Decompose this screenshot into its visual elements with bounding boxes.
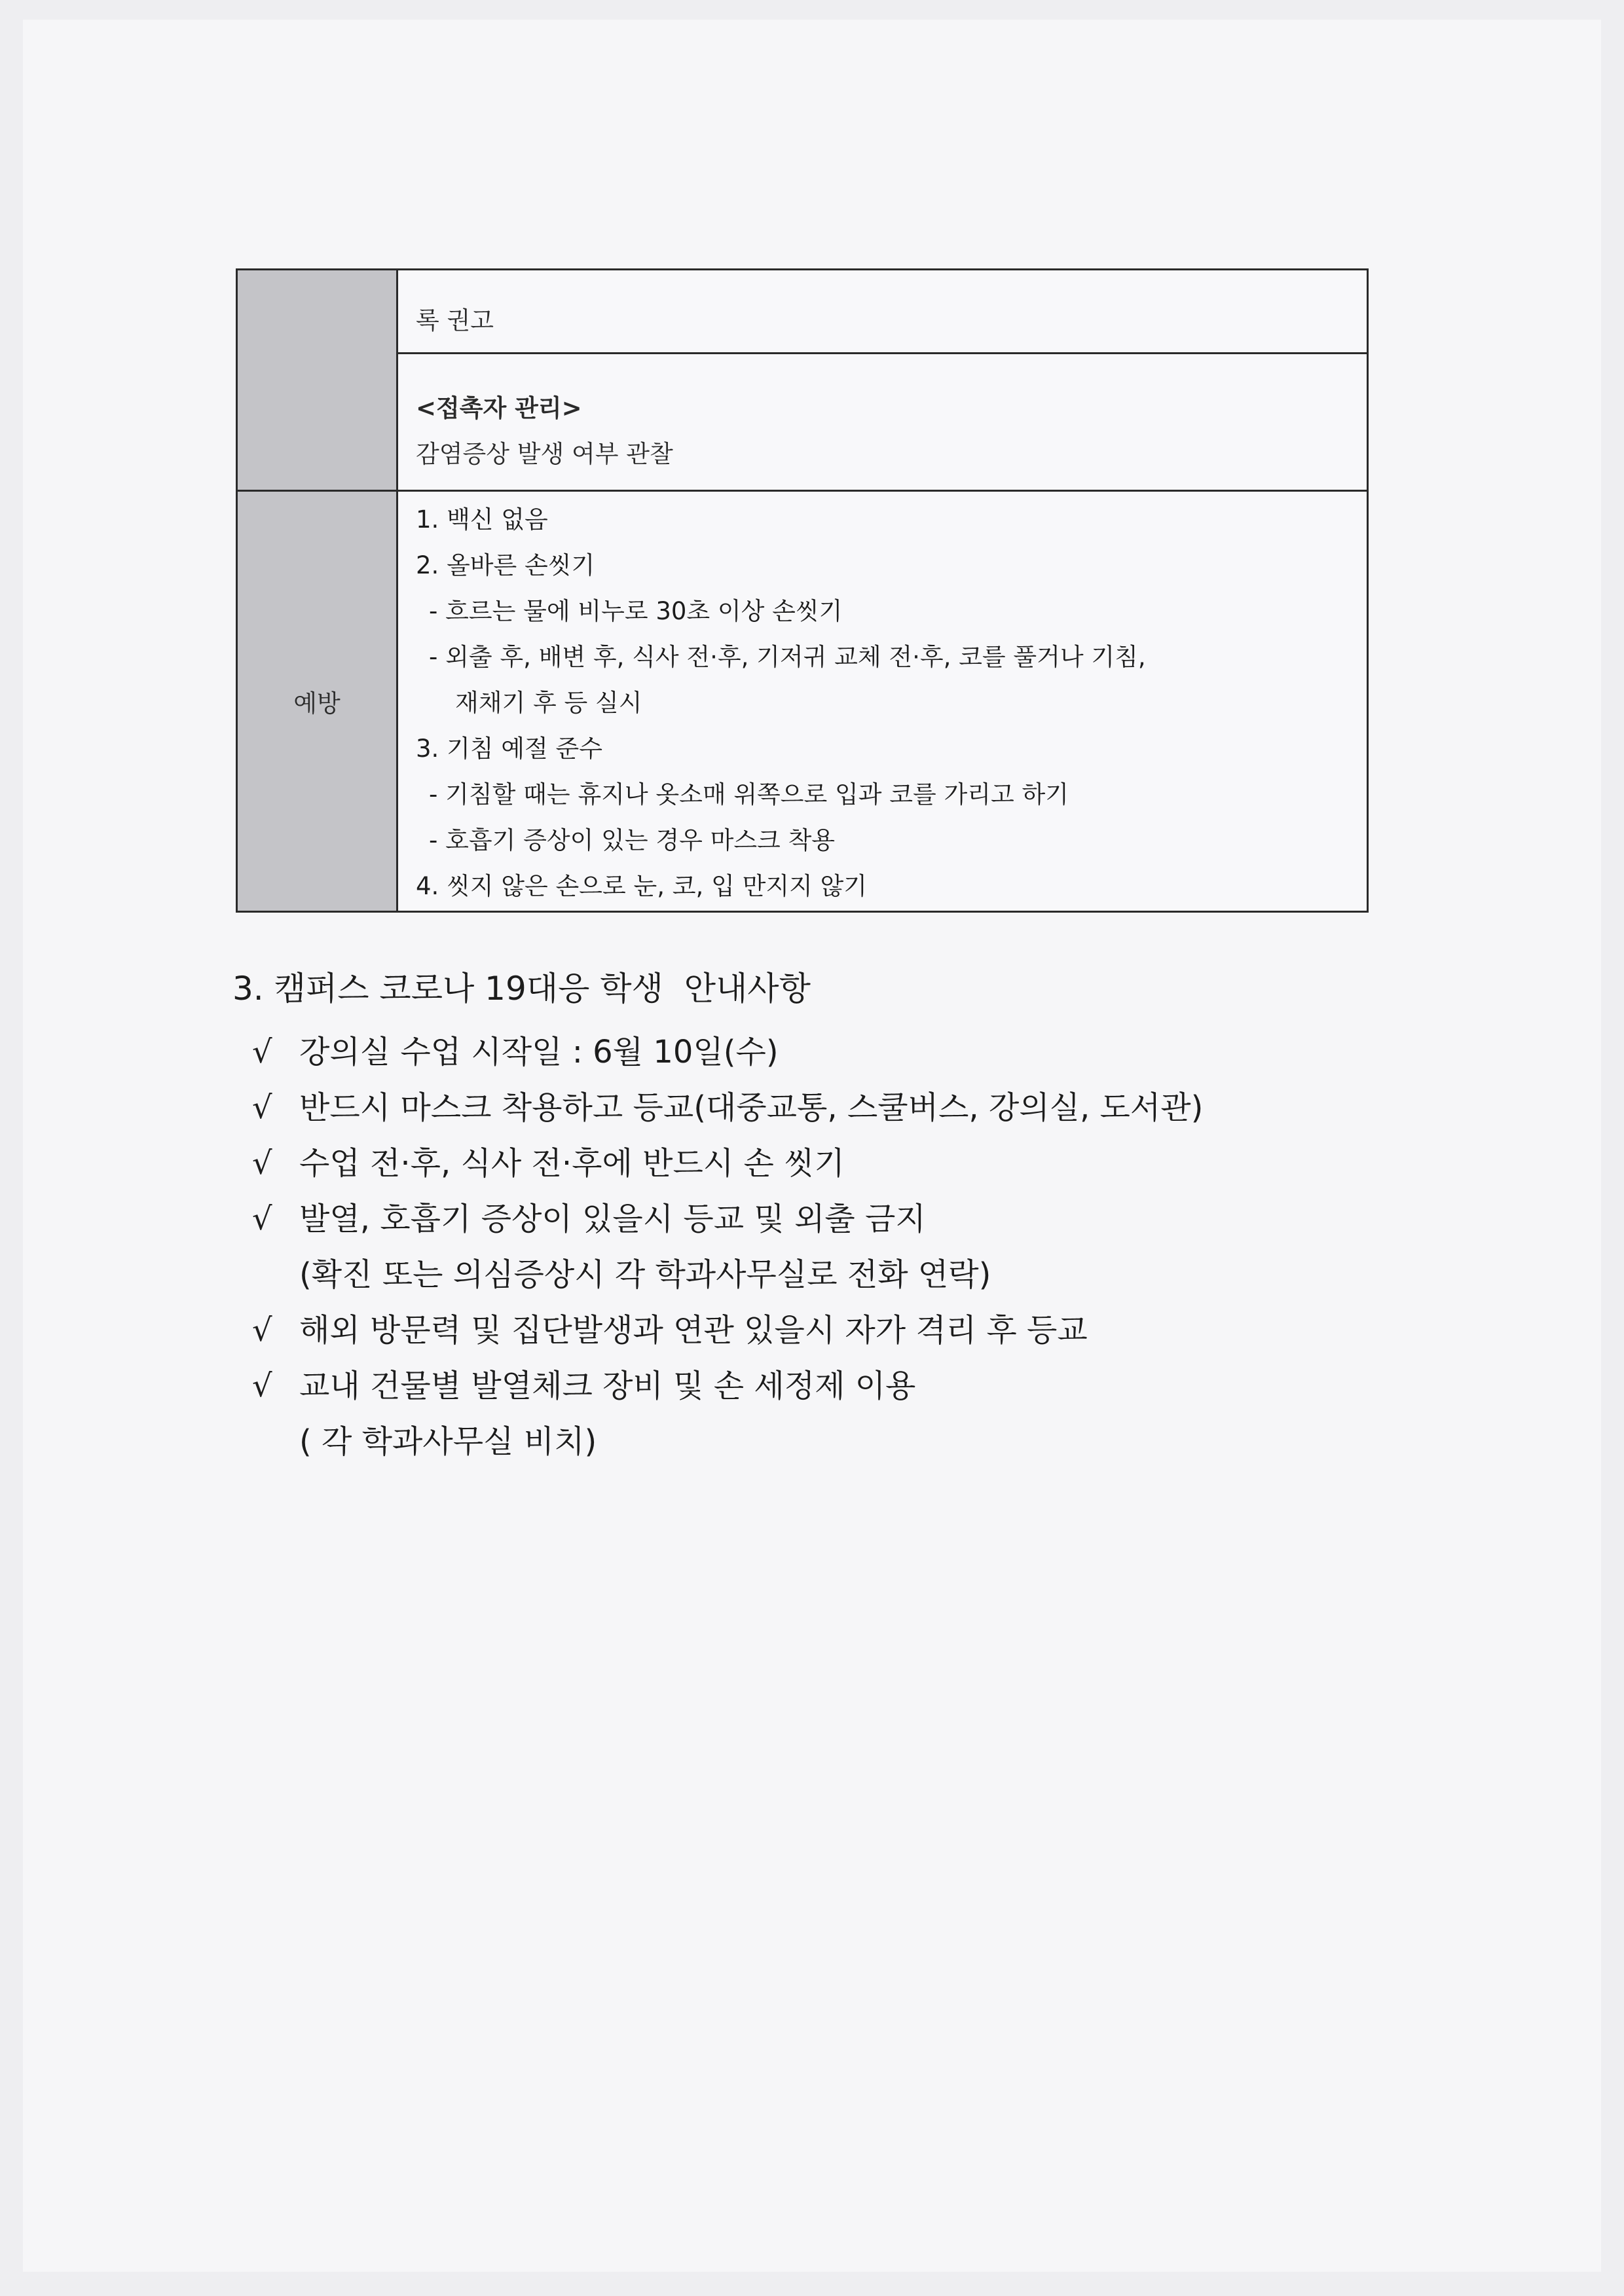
table-body-cell	[398, 270, 1367, 490]
list-item	[232, 1303, 1411, 1358]
section-title: 3. 캠퍼스 코로나 19대응 학생 안내사항	[232, 970, 811, 1008]
list-item	[232, 1136, 1411, 1192]
prevention-line: - 기침할 때는 휴지나 옷소매 위쪽으로 입과 코를 가리고 하기	[429, 780, 1069, 809]
prevention-line: 2. 올바른 손씻기	[416, 551, 595, 579]
check-mark-icon: √	[252, 1312, 272, 1349]
cell-text: 록 권고	[416, 306, 494, 335]
table-subcell-bottom	[398, 352, 1367, 490]
prevention-line: - 외출 후, 배변 후, 식사 전·후, 기저귀 교체 전·후, 코를 풀거나 기침,	[429, 643, 1146, 671]
notice-text: 발열, 호흡기 증상이 있을시 등교 및 외출 금지	[299, 1201, 926, 1237]
check-mark-icon: √	[252, 1368, 272, 1404]
notice-text: 수업 전·후, 식사 전·후에 반드시 손 씻기	[299, 1145, 845, 1182]
table-row	[238, 270, 1367, 490]
check-mark-icon: √	[252, 1034, 272, 1070]
table-header-cell-empty	[238, 270, 398, 490]
contact-management-heading: <접촉자 관리>	[416, 394, 582, 422]
info-table	[236, 268, 1369, 913]
table-header-cell-prevention: 예방	[238, 492, 398, 911]
list-item	[232, 1025, 1411, 1080]
check-mark-icon: √	[252, 1145, 272, 1182]
cell-text: 감염증상 발생 여부 관찰	[416, 440, 673, 468]
notice-text: 강의실 수업 시작일 : 6월 10일(수)	[299, 1034, 779, 1070]
notice-continuation: (확진 또는 의심증상시 각 학과사무실로 전화 연락)	[299, 1256, 991, 1293]
prevention-line: - 흐르는 물에 비누로 30초 이상 손씻기	[429, 597, 843, 625]
table-subcell-top	[398, 270, 1367, 352]
prevention-line: 4. 씻지 않은 손으로 눈, 코, 입 만지지 않기	[416, 872, 868, 900]
list-item	[232, 1358, 1411, 1414]
notice-text: 해외 방문력 및 집단발생과 연관 있을시 자가 격리 후 등교	[299, 1312, 1088, 1349]
notice-continuation: ( 각 학과사무실 비치)	[299, 1423, 597, 1460]
prevention-line: 1. 백신 없음	[416, 505, 548, 534]
table-body-cell	[398, 492, 1367, 911]
list-item	[232, 1080, 1411, 1136]
table-row	[238, 490, 1367, 911]
notice-text: 반드시 마스크 착용하고 등교(대중교통, 스쿨버스, 강의실, 도서관)	[299, 1089, 1204, 1126]
prevention-line: - 호흡기 증상이 있는 경우 마스크 착용	[429, 826, 836, 854]
list-item	[232, 1192, 1411, 1247]
notice-text: 교내 건물별 발열체크 장비 및 손 세정제 이용	[299, 1368, 916, 1404]
campus-notice-section	[232, 966, 1411, 1470]
check-mark-icon: √	[252, 1089, 272, 1126]
check-mark-icon: √	[252, 1201, 272, 1237]
prevention-line: 재채기 후 등 실시	[455, 689, 642, 717]
prevention-line: 3. 기침 예절 준수	[416, 735, 603, 763]
